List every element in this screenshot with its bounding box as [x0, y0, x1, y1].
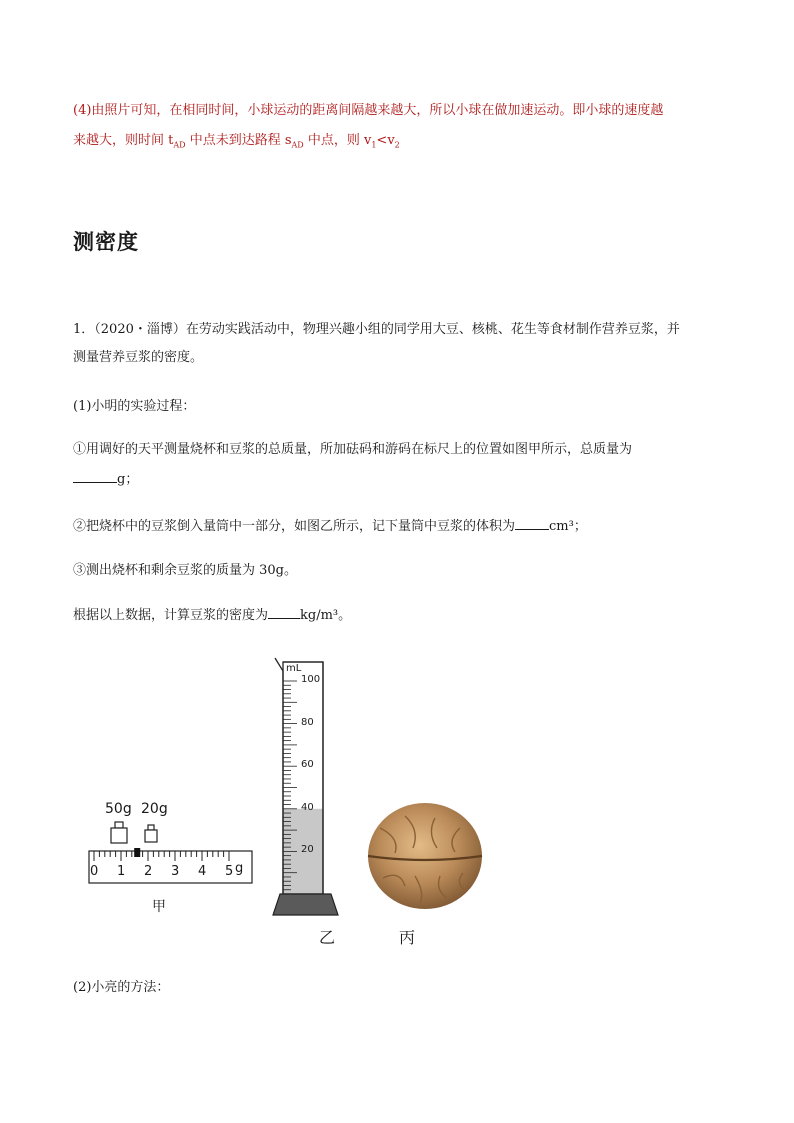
answer-line-1 [73, 96, 723, 126]
scale-tick-label: 4 [198, 864, 207, 879]
figure-bing [365, 798, 485, 913]
scale-unit: g [235, 861, 244, 876]
balance-scale-svg [86, 798, 256, 918]
scale-tick-label: 1 [117, 864, 126, 879]
cylinder-mark-label: 80 [301, 716, 314, 728]
conclusion [73, 605, 723, 627]
answer-paragraph [73, 96, 723, 161]
rider-marker[interactable] [134, 848, 140, 857]
weight-50g-icon [111, 822, 127, 843]
question-stem [73, 319, 723, 369]
conclusion-text: 根据以上数据，计算豆浆的密度为 [73, 608, 269, 623]
figure-yi [268, 655, 348, 920]
part2-title: (2)小亮的方法： [73, 980, 170, 995]
sub-v1: 1 [371, 140, 377, 150]
sub-s: AD [291, 140, 304, 150]
conclusion-unit: kg/m³。 [300, 608, 352, 623]
step-1 [73, 439, 723, 491]
answer-line-2 [73, 126, 723, 161]
less-than: < [376, 133, 388, 148]
label-bing: 丙 [399, 928, 416, 947]
answer-blank-volume[interactable] [515, 517, 549, 530]
part1-title: (1)小明的实验过程： [73, 399, 196, 414]
step-2 [73, 516, 723, 538]
cylinder-mark-label: 20 [301, 844, 314, 856]
cylinder-mark-label: 40 [301, 801, 314, 813]
weight-20g-icon [145, 825, 157, 842]
cylinder-unit: mL [286, 663, 302, 674]
label-jia: 甲 [152, 899, 166, 915]
scale-tick-label: 0 [90, 864, 99, 879]
cylinder-mark-label: 100 [301, 674, 321, 685]
step-3: ③测出烧杯和剩余豆浆的质量为 30g。 [73, 563, 297, 578]
walnut-image [365, 798, 485, 913]
label-yi: 乙 [319, 928, 336, 947]
cylinder-mark-label: 60 [301, 759, 314, 771]
v2: v [387, 133, 395, 148]
step2-unit: cm³； [549, 519, 587, 534]
scale-tick-label: 5 [225, 864, 234, 879]
cylinder-svg [268, 655, 348, 920]
sub-t: AD [173, 140, 186, 150]
stem-line-2: 测量营养豆浆的密度。 [73, 350, 204, 365]
scale-tick-label: 3 [171, 864, 180, 879]
sub-v2: 2 [394, 140, 400, 150]
answer-prefix: (4) [73, 103, 92, 118]
weight-20g-label: 20g [141, 801, 168, 817]
answer-line2-a: 来越大，则时间 t [73, 133, 174, 148]
answer-line2-c: 中点，则 v [303, 133, 372, 148]
cylinder-base [273, 894, 338, 915]
weight-50g-label: 50g [105, 801, 132, 817]
scale-tick-label: 2 [144, 864, 153, 879]
step1-unit: g； [117, 472, 139, 487]
section-title: 测密度 [73, 229, 139, 254]
step2-text: ②把烧杯中的豆浆倒入量筒中一部分，如图乙所示，记下量筒中豆浆的体积为 [73, 519, 516, 534]
answer-blank-mass[interactable] [73, 470, 117, 483]
figure-jia [86, 798, 256, 918]
stem-line-1: 1．（2020・淄博）在劳动实践活动中，物理兴趣小组的同学用大豆、核桃、花生等食材制作营养豆浆，并 [73, 322, 680, 337]
answer-blank-density[interactable] [268, 606, 300, 619]
step1-text: ①用调好的天平测量烧杯和豆浆的总质量，所加砝码和游码在标尺上的位置如图甲所示，总质量为 [73, 442, 633, 457]
answer-line2-b: 中点未到达路程 s [185, 133, 292, 148]
answer-line1-text: 由照片可知，在相同时间，小球运动的距离间隔越来越大，所以小球在做加速运动。即小球的速度越 [91, 103, 664, 118]
